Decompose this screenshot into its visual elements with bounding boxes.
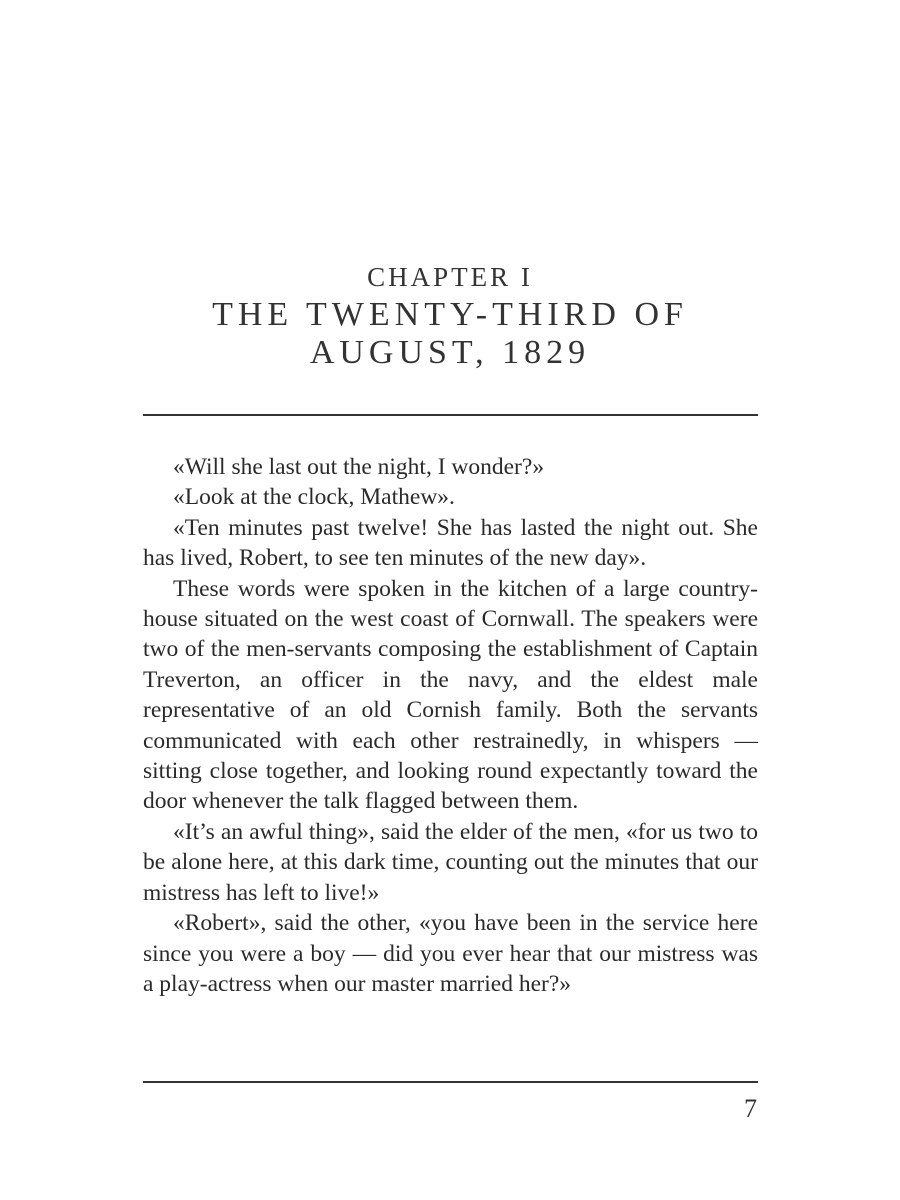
paragraph: These words were spoken in the kitchen of a large country-house situated on the west coast of Cornwall. The speakers were two of the men-servants composing the establishment of Captain Treverton, an officer in the navy, and the eldest male representative of an old Cornish family. Both the servants communicated with each other restrainedly, in whispers — sitting close together, and looking round expectantly toward the door whenever the talk flagged between them. [143,575,758,815]
chapter-title: THE TWENTY-THIRD OF AUGUST, 1829 [212,296,688,371]
chapter-label: CHAPTER I [367,262,533,292]
top-divider [143,414,758,416]
bottom-divider [143,1081,758,1083]
paragraph: «It’s an awful thing», said the elder of the men, «for us two to be alone here, at this dark time, counting out the minutes that our mistress has left to live!» [143,818,758,906]
paragraph: «Look at the clock, Mathew». [173,484,455,511]
paragraph: «Ten minutes past twelve! She has lasted the night out. She has lived, Robert, to see ten minutes of the new day». [143,514,758,572]
paragraph: «Will she last out the night, I wonder?» [173,454,545,480]
body-text [143,452,758,999]
page-number: 7 [744,1094,757,1123]
paragraph: «Robert», said the other, «you have been in the service here since you were a boy — did you ever hear that our mistress was a play-actress when our master married her?» [143,910,758,997]
